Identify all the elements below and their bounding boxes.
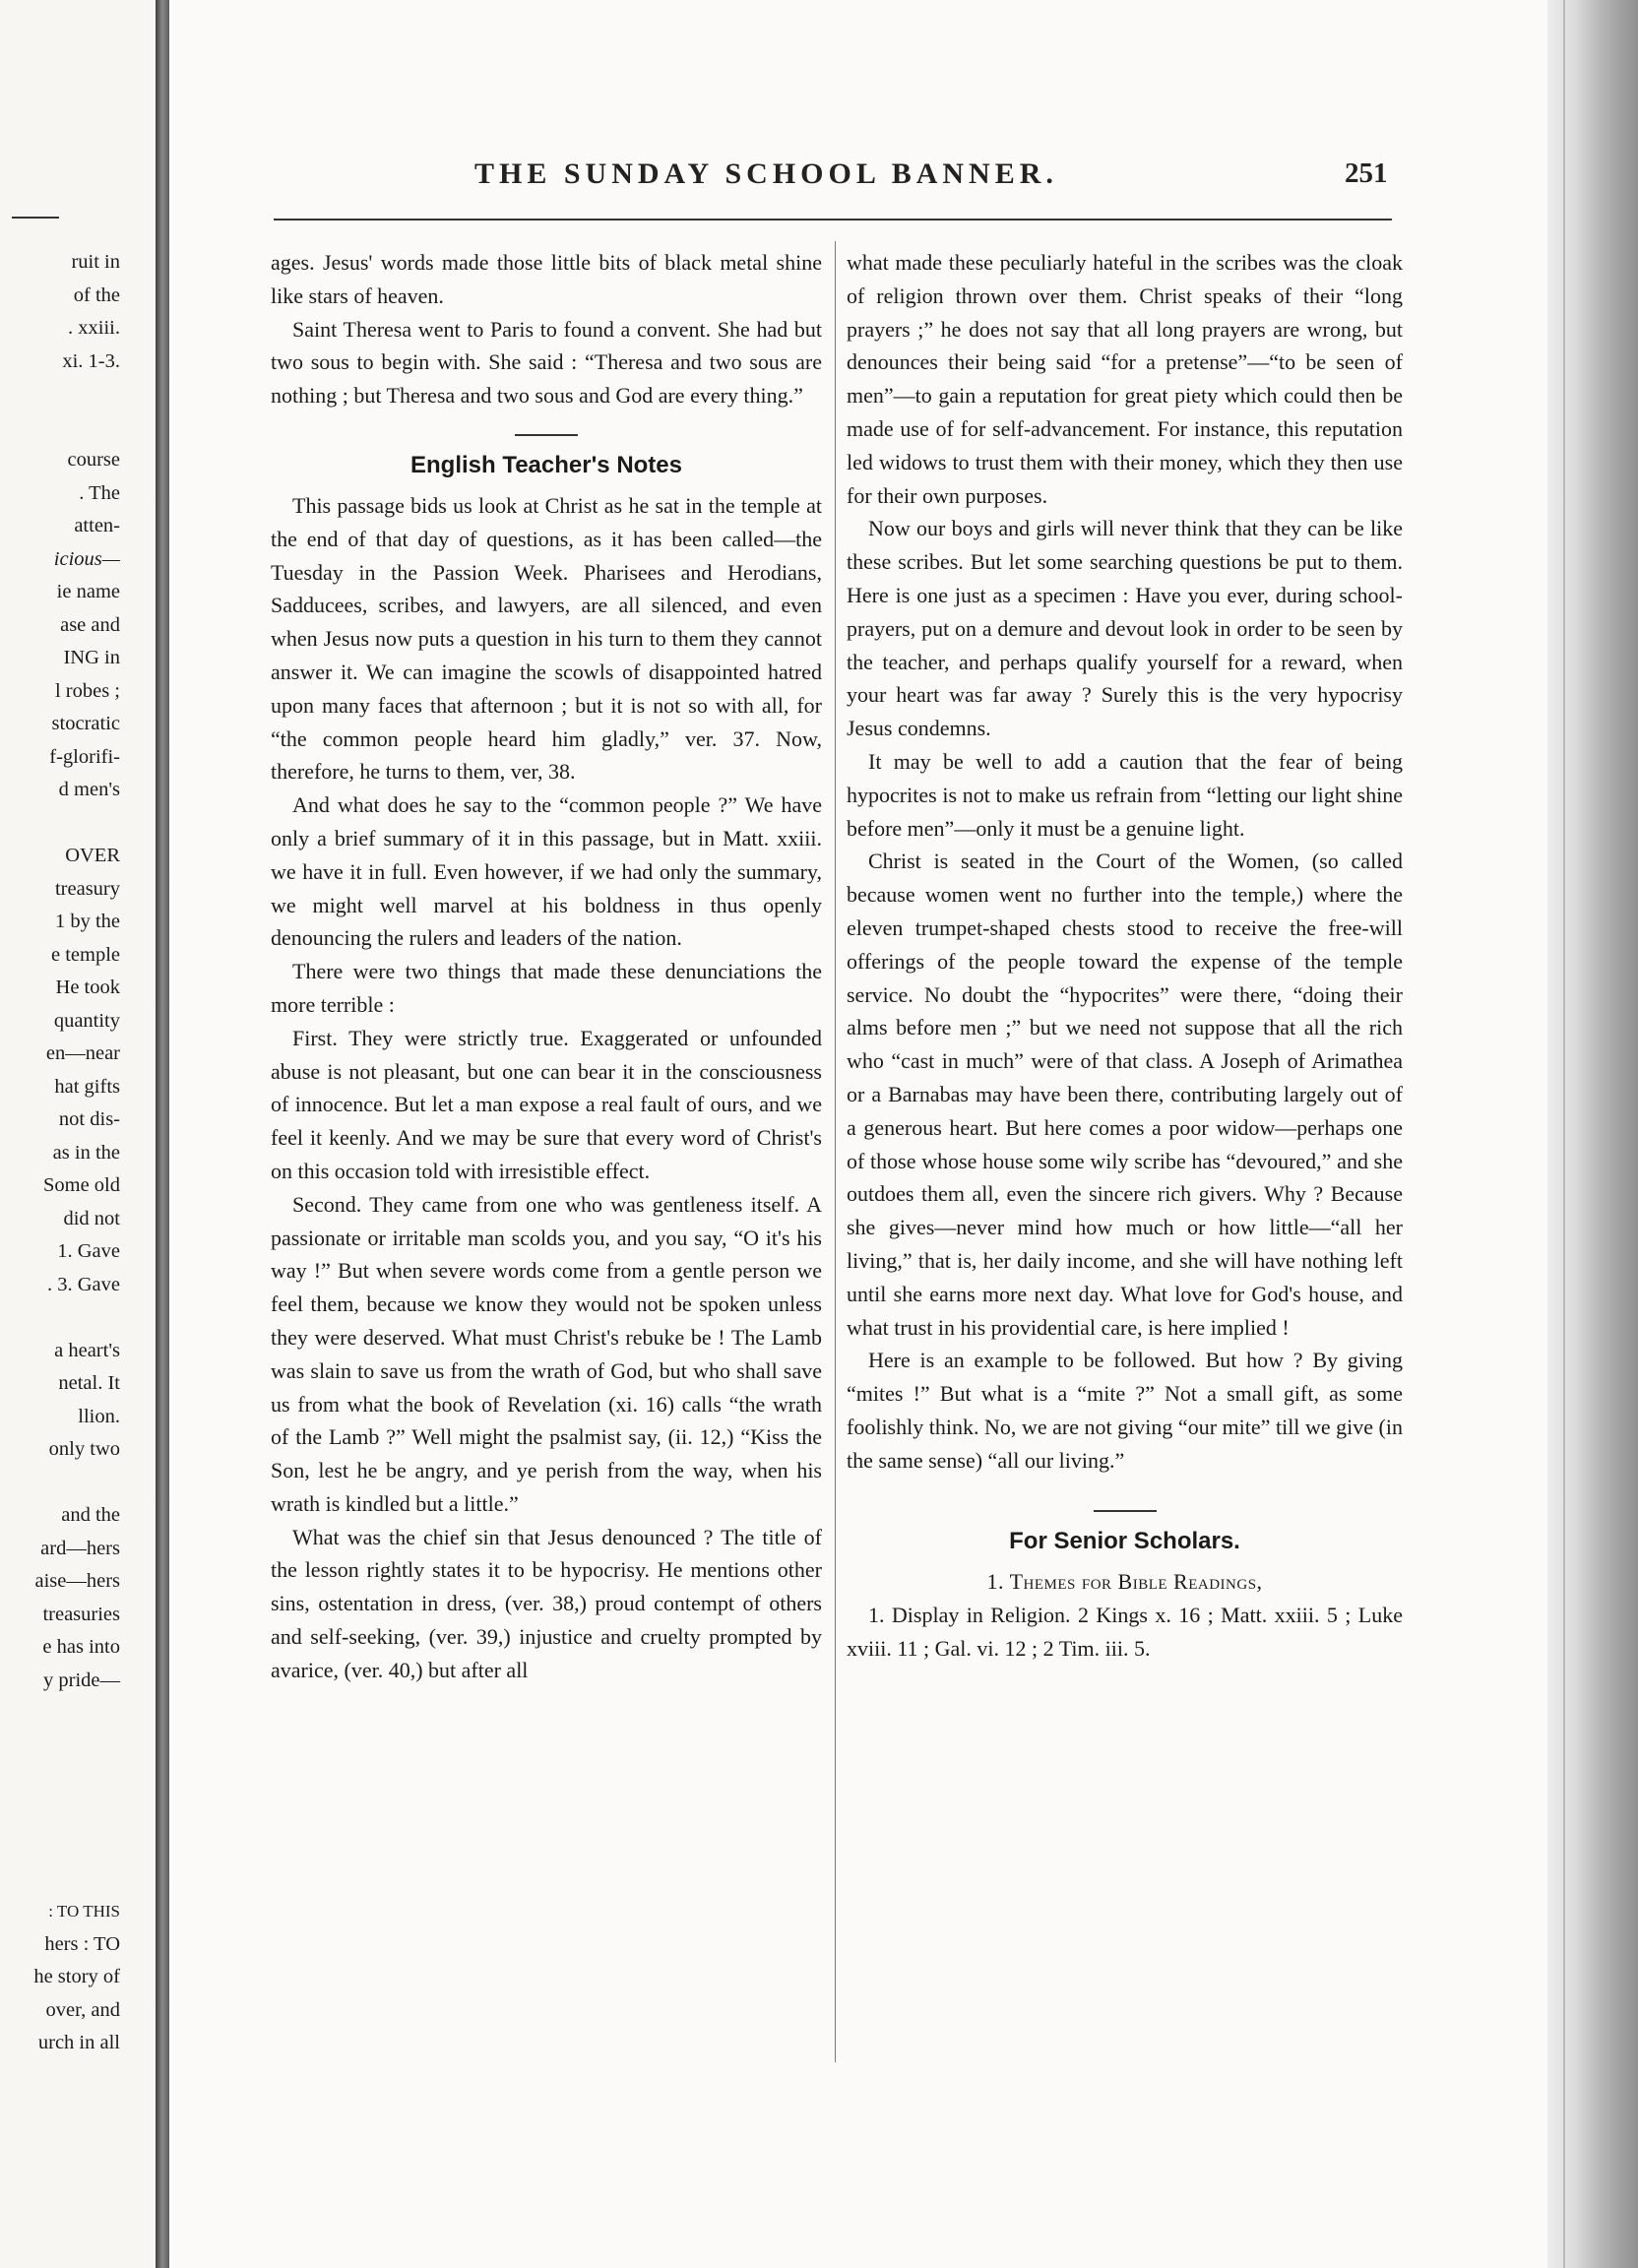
- left-fragment-line: only two: [48, 1438, 120, 1460]
- section-divider: [515, 434, 578, 436]
- left-fragment-line: e has into: [42, 1636, 120, 1658]
- paragraph: First. They were strictly true. Exaggerated or unfounded abuse is not pleasant, but one can bear it in the consciousness of innocence. But let a man expose a real fault of ours, and we feel it keenly. And we may be sure that every word of Christ's on this occasion told with irresistible effect.: [271, 1025, 822, 1183]
- section-heading: English Teacher's Notes: [410, 451, 682, 478]
- left-fragment-line: aise—hers: [34, 1570, 120, 1592]
- left-fragment-line: not dis-: [58, 1108, 120, 1130]
- paragraph: And what does he say to the “common people ?” We have only a brief summary of it in this passage, but in Matt. xxiii. we have it in full. Even however, if we had only the summary, we might well marvel at his boldness in thus openly denouncing the rulers and leaders of the nation.: [271, 792, 822, 951]
- left-fragment-line: ie name: [56, 581, 120, 602]
- page-edge-line: [1563, 0, 1565, 2268]
- left-fragment-line: llion.: [78, 1405, 120, 1427]
- paragraph: ages. Jesus' words made those little bits of black metal shine like stars of heaven.: [271, 250, 822, 308]
- left-fragment-line: treasuries: [42, 1603, 120, 1625]
- subheading: 1. Themes for Bible Readings,: [986, 1569, 1263, 1595]
- left-fragment-line: hat gifts: [54, 1075, 120, 1098]
- left-fragment-line: netal. It: [58, 1372, 120, 1394]
- left-fragment-line: and the: [61, 1504, 120, 1526]
- left-fragment-line: ING in: [63, 647, 120, 668]
- paragraph: Now our boys and girls will never think that they can be like these scribes. But let some searching questions be put to them. Here is one just as a specimen : Have you ever, during school-prayers, put on a demure and devout look in order to be seen by the teacher, and perhaps qualify yourself for a reward, when your heart was far away ? Surely this is the very hypocrisy Jesus condemns.: [847, 516, 1403, 741]
- page-edge: [1547, 0, 1638, 2268]
- left-fragment-line: He took: [55, 976, 120, 998]
- right-column: [847, 246, 1403, 1666]
- left-fragment-line: Some old: [42, 1174, 120, 1196]
- left-fragment-line: course: [67, 449, 120, 471]
- left-fragment-line: y pride—: [43, 1669, 120, 1691]
- left-fragment-line: quantity: [53, 1009, 120, 1032]
- paragraph: Saint Theresa went to Paris to found a convent. She had but two sous to begin with. She said : “Theresa and two sous are nothing ; but Theresa and two sous and God are every thing.”: [271, 316, 822, 409]
- left-fragment-line: ase and: [60, 613, 120, 636]
- page-number: 251: [1345, 158, 1388, 189]
- book-gutter: [156, 0, 169, 2268]
- paragraph: It may be well to add a caution that the fear of being hypocrites is not to make us refrain from “letting our light shine before men”—only it must be a genuine light.: [847, 748, 1403, 841]
- left-fragment-line: over, and: [45, 1998, 120, 2021]
- left-fragment-line: urch in all: [37, 2032, 120, 2053]
- column-divider: [835, 241, 836, 2062]
- left-column: [271, 246, 822, 1687]
- paragraph: Second. They came from one who was gentleness itself. A passionate or irritable man scolds you, and you say, “O it's his way !” But when severe words come from a gentle person we feel them, because we know they would not be spoken unless they were deserved. What must Christ's rebuke be ! The Lamb was slain to save us from the wrath of God, but who shall save us from what the book of Revelation (xi. 16) calls “the wrath of the Lamb ?” Well might the psalmist say, (ii. 12,) “Kiss the Son, lest he be angry, and ye perish from the way, when his wrath is kindled but a little.”: [271, 1191, 822, 1516]
- left-fragment-line: he story of: [33, 1966, 120, 1987]
- paragraph: Here is an example to be followed. But how ? By giving “mites !” But what is a “mite ?” Not a small gift, as some foolishly think. No, we are not giving “our mite” till we give (in the same sense) “all our living.”: [847, 1348, 1403, 1473]
- left-fragment-line: ard—hers: [40, 1537, 120, 1559]
- left-fragment-line: as in the: [52, 1141, 120, 1164]
- left-fragment-line: e temple: [50, 943, 120, 966]
- left-fragment-line: . xxiii.: [68, 317, 120, 339]
- left-fragment-line: did not: [63, 1207, 120, 1229]
- left-page-rule: [12, 217, 59, 219]
- left-fragment-line: a heart's: [54, 1339, 120, 1361]
- header-rule: [274, 219, 1392, 220]
- paragraph: what made these peculiarly hateful in the scribes was the cloak of religion thrown over them. Christ speaks of their “long prayers ;” he does not say that all long prayers are wrong, but denounces their being said “for a pretense”—“to be seen of men”—to gain a reputation for great piety which could then be made use of for self-advancement. For instance, this reputation led widows to trust them with their money, which they then use for their own purposes.: [847, 250, 1403, 508]
- left-fragment-line: of the: [73, 284, 120, 306]
- left-fragment-line: : TO THIS: [48, 1902, 120, 1921]
- left-fragment-line: l robes ;: [54, 679, 120, 702]
- left-fragment-line: 1. Gave: [57, 1240, 120, 1262]
- left-fragment-line: treasury: [54, 877, 120, 900]
- section-heading: For Senior Scholars.: [1009, 1528, 1240, 1555]
- paragraph: There were two things that made these denunciations the more terrible :: [271, 959, 822, 1017]
- left-fragment-line: hers : TO: [44, 1932, 120, 1955]
- paragraph: What was the chief sin that Jesus denounced ? The title of the lesson rightly states it to be hypocrisy. He mentions other sins, ostentation in dress, (ver. 38,) proud contempt of others and self-seeking, (ver. 39,) injustice and cruelty prompted by avarice, (ver. 40,) but after all: [271, 1524, 822, 1682]
- left-fragment-line: en—near: [45, 1042, 120, 1064]
- left-fragment-line: atten-: [74, 515, 120, 536]
- left-fragment-line: xi. 1-3.: [62, 349, 120, 372]
- left-fragment-line: stocratic: [51, 713, 120, 734]
- left-fragment-line: 1 by the: [54, 911, 120, 932]
- left-fragment-line: f-glorifi-: [49, 745, 120, 768]
- paragraph: 1. Display in Religion. 2 Kings x. 16 ; Matt. xxiii. 5 ; Luke xviii. 11 ; Gal. vi. 12 ; 2 Tim. iii. 5.: [847, 1603, 1403, 1662]
- running-head: THE SUNDAY SCHOOL BANNER.: [474, 158, 1058, 190]
- left-fragment-line: . The: [79, 481, 120, 504]
- left-fragment-line: ruit in: [71, 251, 120, 273]
- section-divider: [1094, 1510, 1157, 1512]
- left-page-fragment: [0, 0, 156, 2268]
- left-fragment-line: d men's: [58, 779, 120, 800]
- left-fragment-line: icious—: [53, 547, 120, 570]
- left-fragment-line: OVER: [65, 845, 120, 866]
- left-fragment-line: . 3. Gave: [46, 1273, 120, 1295]
- left-page-text-column: [0, 246, 120, 2060]
- paragraph: Christ is seated in the Court of the Women, (so called because women went no further into the temple,) where the eleven trumpet-shaped chests stood to receive the free-will offerings of the people toward the expense of the temple service. No doubt the “hypocrites” were there, “doing their alms before men ;” but we need not suppose that all the rich who “cast in much” were of that class. A Joseph of Arimathea or a Barnabas may have been there, contributing largely out of a generous heart. But here comes a poor widow—perhaps one of those whose house some wily scribe has “devoured,” and she outdoes them all, even the sincere rich givers. Why ? Because she gives—never mind how much or how little—“all her living,” that is, her daily income, and she will have nothing left until she earns more next day. What love for God's house, and what trust in his providential care, is here implied !: [847, 849, 1403, 1340]
- paragraph: This passage bids us look at Christ as he sat in the temple at the end of that day of questions, as it has been called—the Tuesday in the Passion Week. Pharisees and Herodians, Sadducees, scribes, and lawyers, are all silenced, and even when Jesus now puts a question in his turn to them they cannot answer it. We can imagine the scowls of disappointed hatred upon many faces that afternoon ; but it is not so with all, for “the common people heard him gladly,” ver. 37. Now, therefore, he turns to them, ver, 38.: [271, 492, 822, 785]
